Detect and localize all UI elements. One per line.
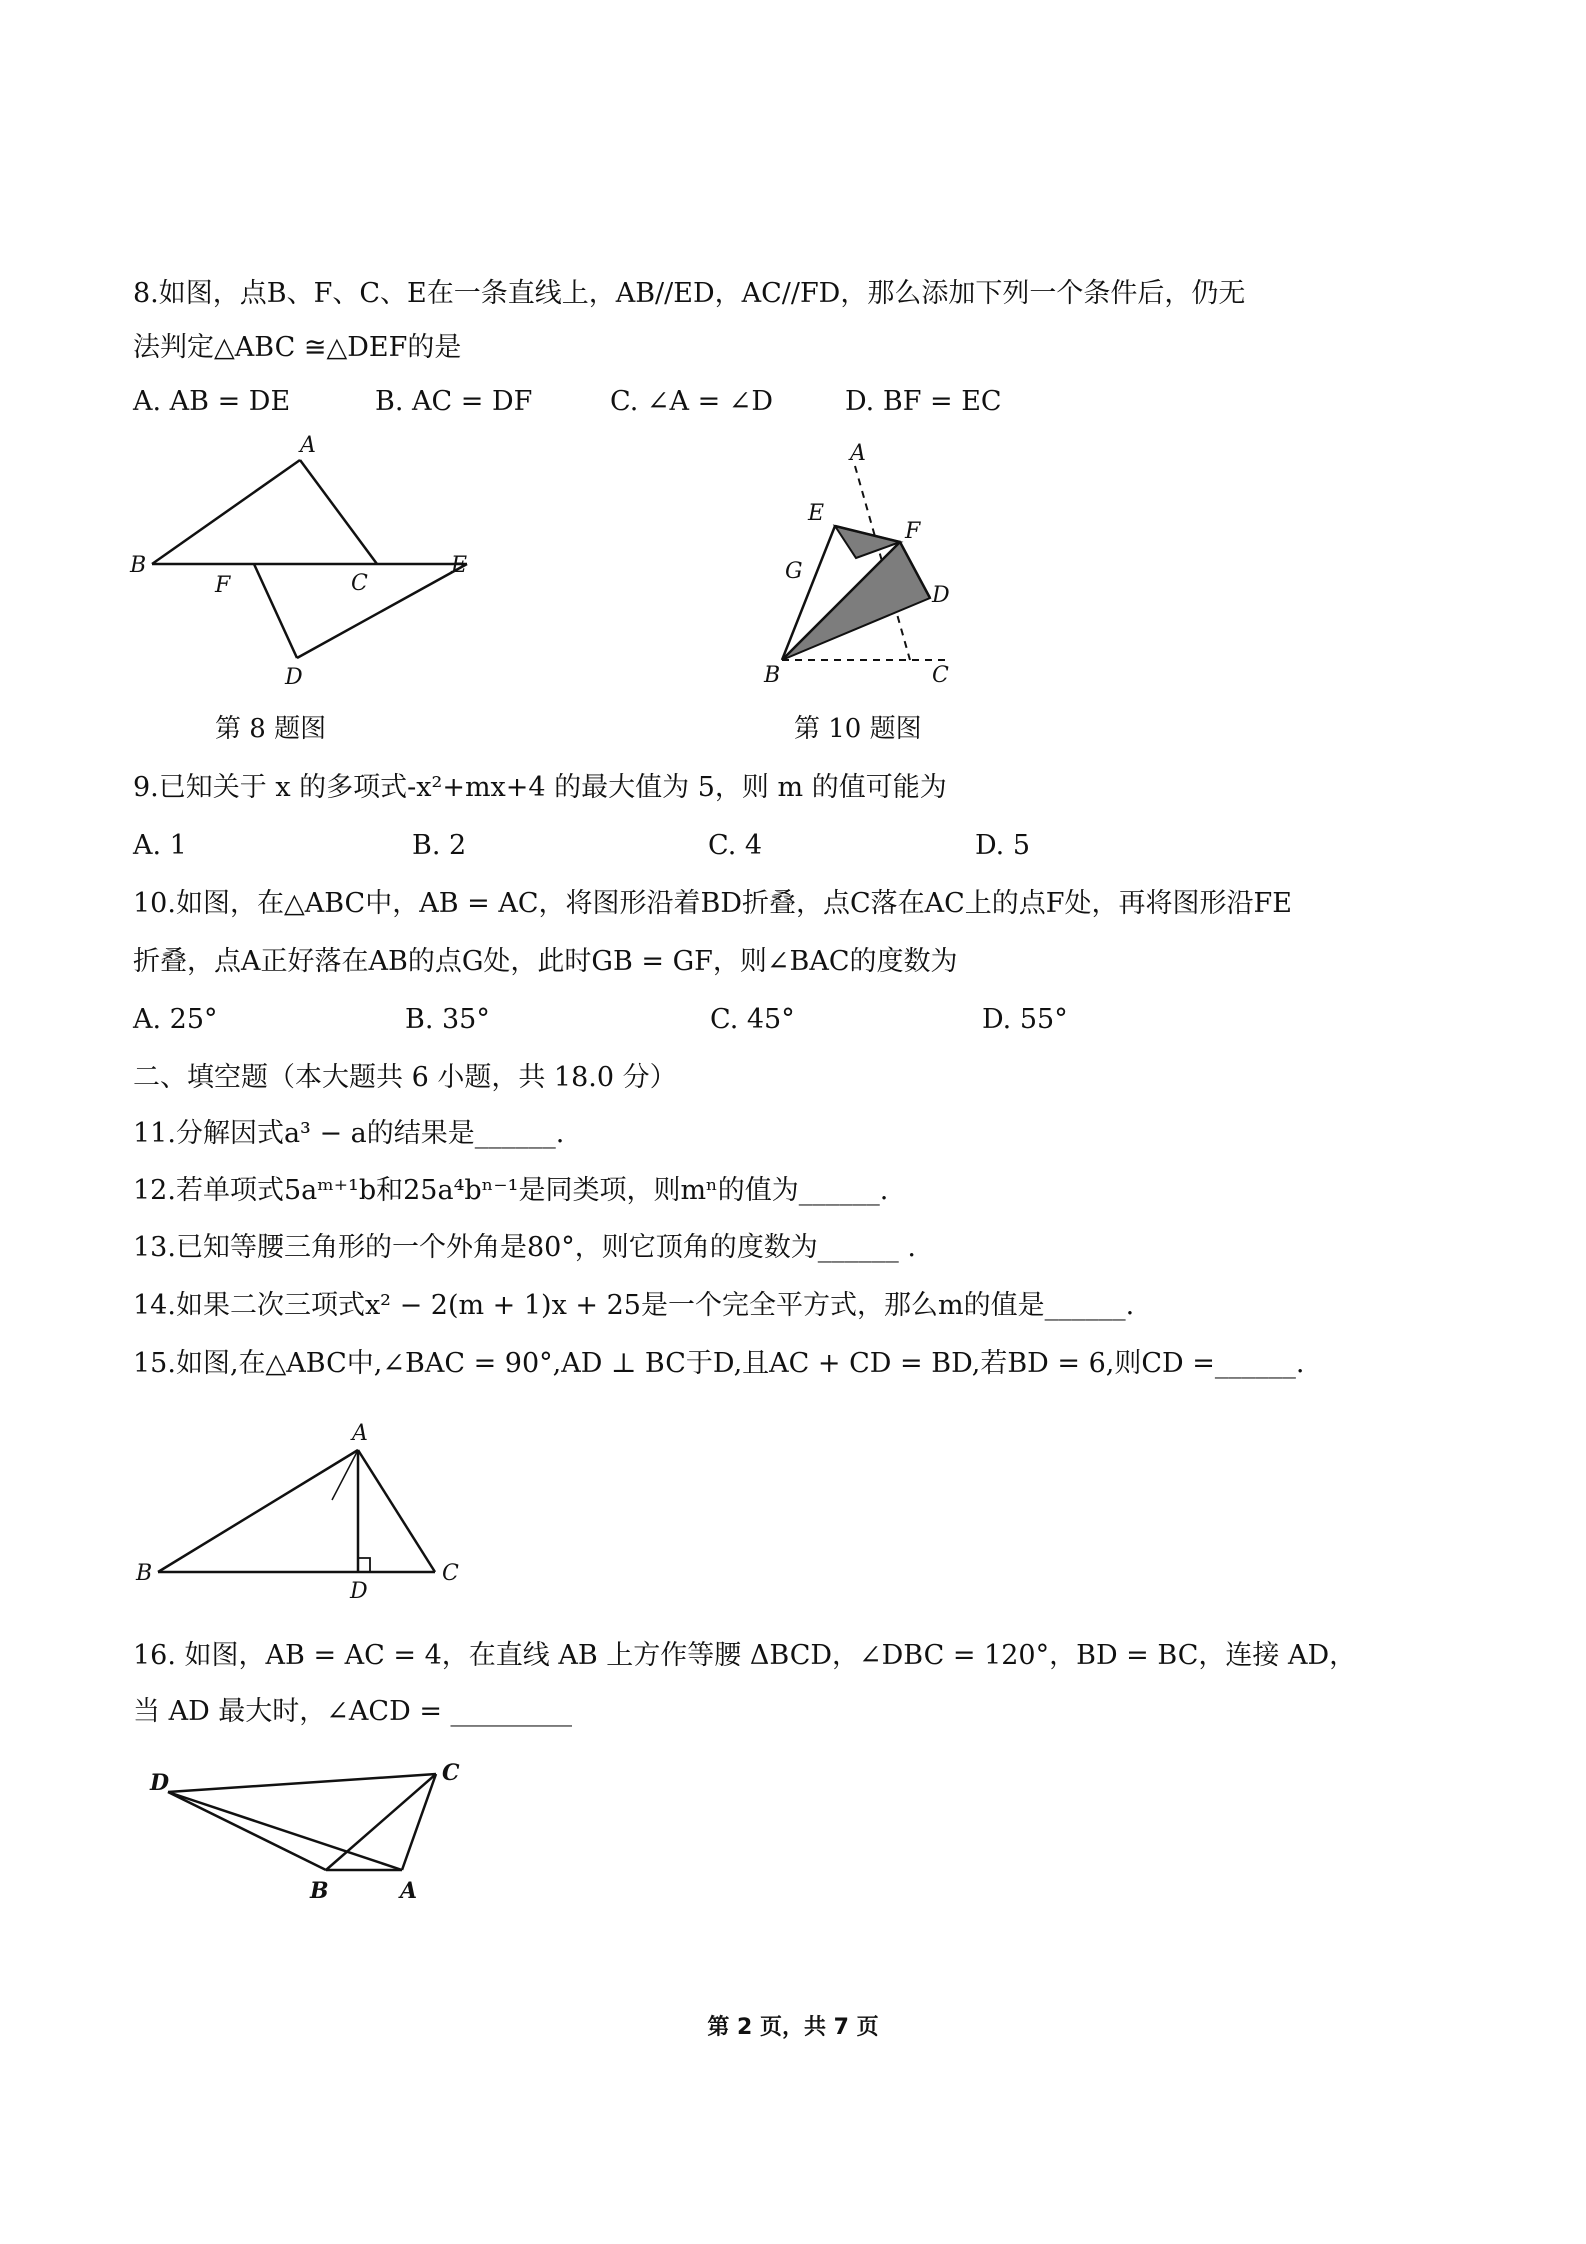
fig8-label-c: C — [351, 571, 368, 596]
q9-option-d: D. 5 — [975, 830, 1031, 861]
fig10-label-a: A — [850, 441, 866, 466]
fig10-label-d: D — [932, 583, 950, 608]
fig15-label-b: B — [136, 1561, 153, 1586]
fig15-label-a: A — [352, 1421, 368, 1446]
figure-8 — [120, 430, 500, 700]
fig10-label-b: B — [764, 663, 781, 688]
q13-text: 13.已知等腰三角形的一个外角是80°，则它顶角的度数为______ . — [133, 1232, 916, 1263]
fig8-label-d: D — [285, 665, 303, 690]
section-2-title: 二、填空题（本大题共 6 小题，共 18.0 分） — [133, 1062, 677, 1093]
q11-text: 11.分解因式a³ − a的结果是______. — [133, 1118, 565, 1149]
fig15-label-d: D — [350, 1579, 368, 1604]
q8-option-c: C. ∠A = ∠D — [610, 386, 774, 417]
fig10-label-f: F — [905, 519, 921, 544]
fig16-label-c: C — [442, 1760, 460, 1786]
page-footer: 第 2 页，共 7 页 — [707, 2015, 879, 2040]
fig15-label-c: C — [442, 1561, 459, 1586]
fig10-label-c: C — [932, 663, 949, 688]
q10-option-b: B. 35° — [405, 1004, 490, 1035]
figure-10 — [760, 440, 980, 690]
q8-option-b: B. AC = DF — [375, 386, 533, 417]
q8-option-d: D. BF = EC — [845, 386, 1002, 417]
fig8-label-f: F — [215, 573, 231, 598]
q10-option-c: C. 45° — [710, 1004, 795, 1035]
figure-16 — [140, 1760, 480, 1910]
fig16-label-d: D — [150, 1770, 170, 1796]
q16-line2: 当 AD 最大时，∠ACD = _________ — [133, 1696, 573, 1727]
fig10-caption: 第 10 题图 — [794, 714, 922, 744]
q10-line2: 折叠，点A正好落在AB的点G处，此时GB = GF，则∠BAC的度数为 — [133, 946, 958, 977]
fig8-label-b: B — [130, 553, 147, 578]
q8-line1: 8.如图，点B、F、C、E在一条直线上，AB//ED，AC//FD，那么添加下列一个条件后，仍无 — [133, 278, 1246, 309]
fig8-label-a: A — [300, 433, 316, 458]
figure-15 — [130, 1420, 480, 1604]
q14-text: 14.如果二次三项式x² − 2(m + 1)x + 25是一个完全平方式，那么m的值是______. — [133, 1290, 1135, 1321]
q9-option-c: C. 4 — [708, 830, 763, 861]
q8-option-a: A. AB = DE — [133, 386, 291, 417]
fig8-label-e: E — [451, 553, 468, 578]
q10-option-a: A. 25° — [133, 1004, 218, 1035]
q16-line1: 16. 如图，AB = AC = 4，在直线 AB 上方作等腰 ΔBCD，∠DBC = 120°，BD = BC，连接 AD， — [133, 1640, 1357, 1671]
q9-option-a: A. 1 — [133, 830, 187, 861]
fig10-label-g: G — [785, 559, 803, 584]
fig16-label-a: A — [400, 1878, 418, 1904]
fig10-label-e: E — [808, 501, 825, 526]
q15-text: 15.如图,在△ABC中,∠BAC = 90°,AD ⊥ BC于D,且AC + CD = BD,若BD = 6,则CD =______. — [133, 1348, 1305, 1379]
q10-line1: 10.如图，在△ABC中，AB = AC，将图形沿着BD折叠，点C落在AC上的点F处，再将图形沿FE — [133, 888, 1292, 919]
q12-text: 12.若单项式5aᵐ⁺¹b和25a⁴bⁿ⁻¹是同类项，则mⁿ的值为______. — [133, 1175, 889, 1206]
q9-line1: 9.已知关于 x 的多项式-x²+mx+4 的最大值为 5，则 m 的值可能为 — [133, 772, 947, 803]
fig16-label-b: B — [310, 1878, 329, 1904]
q8-line2: 法判定△ABC ≅△DEF的是 — [133, 332, 462, 363]
fig8-caption: 第 8 题图 — [215, 714, 327, 744]
q10-option-d: D. 55° — [982, 1004, 1068, 1035]
q9-option-b: B. 2 — [412, 830, 467, 861]
